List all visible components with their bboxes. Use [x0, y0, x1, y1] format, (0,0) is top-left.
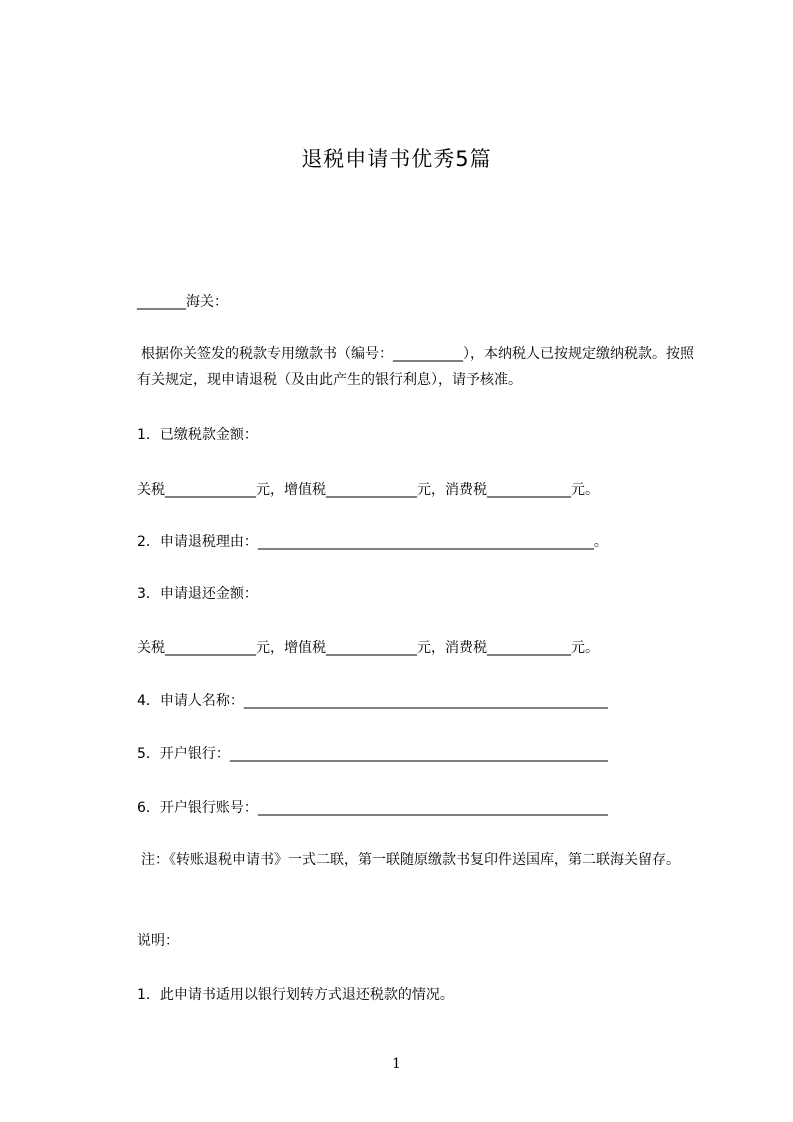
- bank-line: 5．开户银行：______________________________________________________: [137, 746, 608, 762]
- explanation-item-1: 1．此申请书适用以银行划转方式退还税款的情况。: [137, 987, 454, 1003]
- paid-amount-heading: 1．已缴税款金额：: [137, 427, 258, 443]
- addressee-line: _______海关：: [137, 294, 228, 310]
- document-title: 退税申请书优秀5篇: [301, 147, 492, 171]
- page-number: 1: [392, 1056, 401, 1072]
- note-paragraph: 注：《转账退税申请书》一式二联，第一联随原缴款书复印件送国库，第二联海关留存。: [141, 852, 680, 868]
- refund-amount-line: 关税_____________元，增值税_____________元，消费税____________元。: [137, 640, 599, 656]
- refund-reason-line: 2．申请退税理由：________________________________________________。: [137, 534, 608, 550]
- bank-account-line: 6．开户银行账号：__________________________________________________: [137, 800, 608, 816]
- paid-amount-line: 关税_____________元，增值税_____________元，消费税____________元。: [137, 482, 599, 498]
- applicant-name-line: 4．申请人名称：____________________________________________________: [137, 693, 608, 709]
- explanation-label: 说明：: [137, 933, 179, 949]
- refund-amount-heading: 3．申请退还金额：: [137, 586, 258, 602]
- intro-paragraph: 根据你关签发的税款专用缴款书（编号：__________），本纳税人已按规定缴纳税款。按照有关规定，现申请退税（及由此产生的银行利息），请予核准。: [137, 346, 694, 388]
